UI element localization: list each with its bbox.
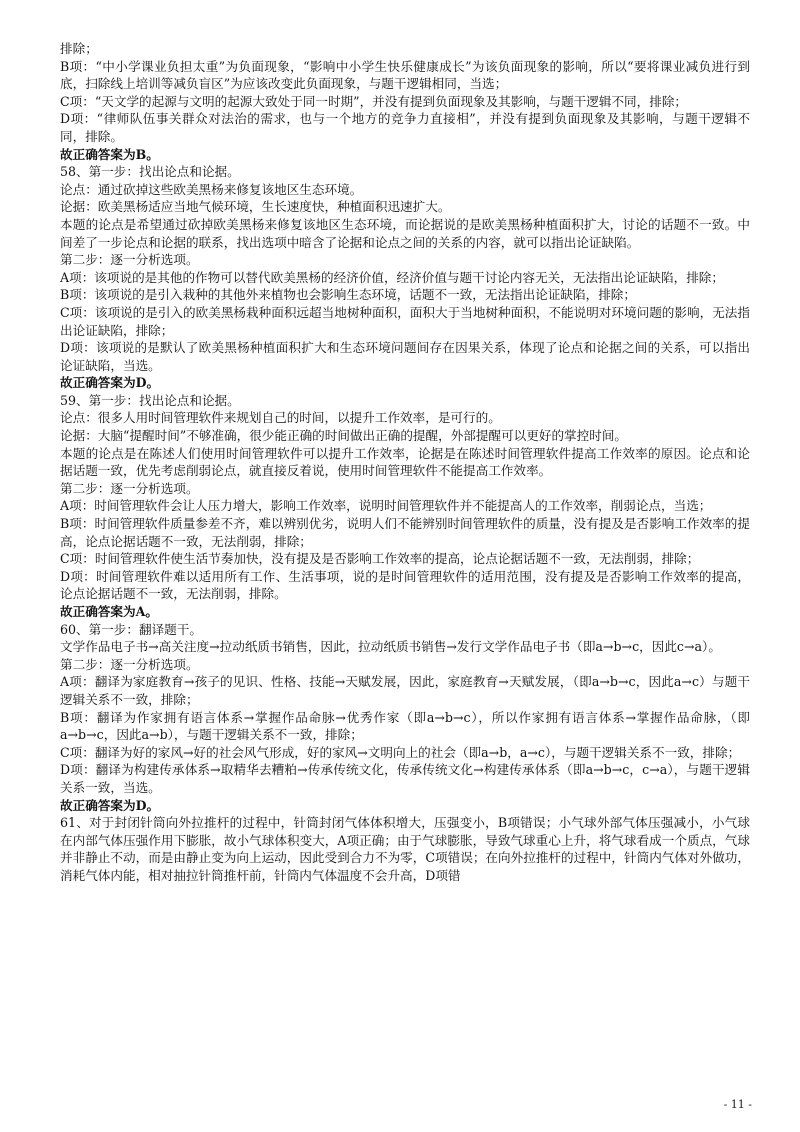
paragraph: 论据：大脑“提醒时间”不够准确，很少能正确的时间做出正确的提醒，外部提醒可以更好的掌控时间。 bbox=[60, 428, 628, 444]
paragraph: C项：该项说的是引入的欧美黑杨栽种面积远超当地树种面积，面积大于当地树种面积，不能说明对环境问题的影响，无法指出论证缺陷，排除； bbox=[60, 304, 750, 338]
paragraph: 本题的论点是希望通过砍掉欧美黑杨来修复该地区生态环境，而论据说的是欧美黑杨种植面积扩大，讨论的话题不一致。中间差了一步论点和论据的联系，找出选项中暗含了论据和论点之间的关系的内容，就可以指出论证缺陷。 bbox=[60, 216, 750, 250]
paragraph: 59、第一步：找出论点和论据。 bbox=[60, 392, 240, 408]
paragraph: C项：“天文学的起源与文明的起源大致处于同一时期”，并没有提到负面现象及其影响，与题干逻辑不同，排除； bbox=[60, 93, 688, 109]
answer-line: 故正确答案为D。 bbox=[60, 797, 160, 813]
paragraph: A项：时间管理软件会让人压力增大，影响工作效率，说明时间管理软件并不能提高人的工作效率，削弱论点，当选； bbox=[60, 498, 712, 514]
paragraph: 排除； bbox=[60, 41, 98, 56]
paragraph: D项：时间管理软件难以适用所有工作、生活事项，说的是时间管理软件的适用范围，没有提及是否影响工作效率的提高，论点论据话题不一致，无法削弱，排除。 bbox=[60, 568, 750, 602]
paragraph: C项：翻译为好的家风→好的社会风气形成，好的家风→文明向上的社会（即a→b，a→c），与题干逻辑关系不一致，排除； bbox=[60, 744, 741, 760]
paragraph: 文学作品电子书→高关注度→拉动纸质书销售，因此，拉动纸质书销售→发行文学作品电子书（即a→b→c，因此c→a）。 bbox=[60, 639, 721, 655]
paragraph: B项：“中小学课业负担太重”为负面现象，“影响中小学生快乐健康成长”为该负面现象的影响，所以“要将课业减负进行到底，扫除线上培训等减负盲区”为应该改变此负面现象，与题干逻辑相同，当选； bbox=[60, 58, 750, 92]
paragraph: A项：翻译为家庭教育→孩子的见识、性格、技能→天赋发展，因此，家庭教育→天赋发展，（即a→b→c，因此a→c）与题干逻辑关系不一致，排除； bbox=[60, 674, 750, 707]
paragraph: 本题的论点是在陈述人们使用时间管理软件可以提升工作效率，论据是在陈述时间管理软件提高工作效率的原因。论点和论据话题一致，优先考虑削弱论点，就直接反着说，使用时间管理软件不能提高工作效率。 bbox=[60, 445, 750, 479]
document-body bbox=[60, 40, 750, 885]
paragraph: 第二步：逐一分析选项。 bbox=[60, 656, 199, 672]
paragraph: B项：该项说的是引入栽种的其他外来植物也会影响生态环境，话题不一致，无法指出论证缺陷，排除； bbox=[60, 287, 636, 303]
paragraph: 第二步：逐一分析选项。 bbox=[60, 480, 199, 496]
answer-line: 故正确答案为A。 bbox=[60, 604, 158, 619]
paragraph: D项：翻译为构建传承体系→取精华去糟粕→传承传统文化，传承传统文化→构建传承体系（即a→b→c，c→a），与题干逻辑关系一致，当选。 bbox=[60, 762, 750, 795]
paragraph: D项：“律师队伍事关群众对法治的需求，也与一个地方的竞争力直接相”，并没有提到负面现象及其影响，与题干逻辑不同，排除。 bbox=[60, 111, 750, 144]
paragraph: 58、第一步：找出论点和论据。 bbox=[60, 164, 240, 180]
paragraph: 60、第一步：翻译题干。 bbox=[60, 621, 202, 637]
page-number: - 11 - bbox=[723, 1098, 752, 1111]
paragraph: C项：时间管理软件使生活节奏加快，没有提及是否影响工作效率的提高，论点论据话题不一致，无法削弱，排除； bbox=[60, 551, 700, 567]
paragraph: 论据：欧美黑杨适应当地气候环境，生长速度快，种植面积迅速扩大。 bbox=[60, 199, 451, 215]
paragraph: 论点：很多人用时间管理软件来规划自己的时间，以提升工作效率，是可行的。 bbox=[60, 410, 501, 426]
answer-line: 故正确答案为B。 bbox=[60, 146, 159, 162]
paragraph: 61、对于封闭针筒向外拉推杆的过程中，针筒封闭气体体积增大，压强变小，B项错误；小气球外部气体压强减小，小气球在内部气体压强作用下膨胀，故小气球体积变大，A项正确；由于气球膨胀，导致气球重心上升，将气球看成一个质点，气球并非静止不动，而是由静止变为向上运动，因此受到合力不为零，C项错误；在向外拉推杆的过程中，针筒内气体对外做功，消耗气体内能，相对抽拉针筒推杆前，针筒内气体温度不会升高，D项错 bbox=[60, 815, 750, 883]
answer-line: 故正确答案为D。 bbox=[60, 375, 160, 391]
paragraph: B项：时间管理软件质量参差不齐，难以辨别优劣，说明人们不能辨别时间管理软件的质量，没有提及是否影响工作效率的提高，论点论据话题不一致，无法削弱，排除； bbox=[60, 516, 750, 549]
paragraph: 第二步：逐一分析选项。 bbox=[60, 252, 199, 268]
paragraph: 论点：通过砍掉这些欧美黑杨来修复该地区生态环境。 bbox=[60, 181, 363, 197]
paragraph: B项：翻译为作家拥有语言体系→掌握作品命脉→优秀作家（即a→b→c），所以作家拥有语言体系→掌握作品命脉，（即a→b→c，因此a→b），与题干逻辑关系不一致，排除； bbox=[60, 709, 750, 743]
paragraph: A项：该项说的是其他的作物可以替代欧美黑杨的经济价值，经济价值与题干讨论内容无关，无法指出论证缺陷，排除； bbox=[60, 269, 724, 285]
paragraph: D项：该项说的是默认了欧美黑杨种植面积扩大和生态环境问题间存在因果关系，体现了论点和论据之间的关系，可以指出论证缺陷，当选。 bbox=[60, 340, 750, 373]
